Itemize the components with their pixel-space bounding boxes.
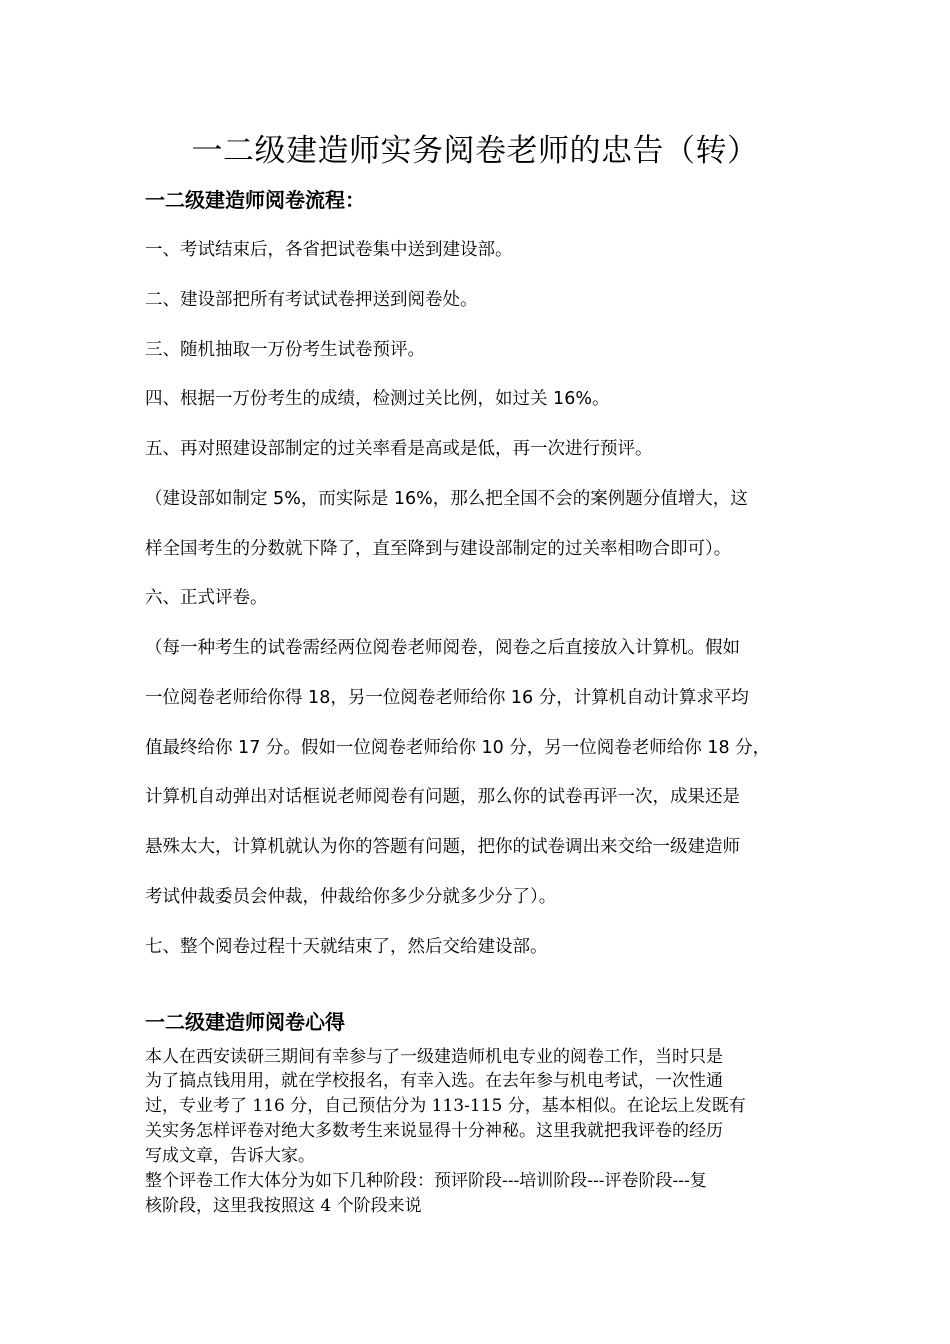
process-line: 二、建设部把所有考试试卷押送到阅卷处。 [145,290,478,310]
experience-line: 本人在西安读研三期间有幸参与了一级建造师机电专业的阅卷工作，当时只是 [145,1047,723,1067]
document-title: 一二级建造师实务阅卷老师的忠告（转） [191,133,759,169]
process-line: 三、随机抽取一万份考生试卷预评。 [145,340,425,360]
process-line: 计算机自动弹出对话框说老师阅卷有问题，那么你的试卷再评一次，成果还是 [145,787,740,807]
process-line: 样全国考生的分数就下降了，直至降到与建设部制定的过关率相吻合即可）。 [145,539,732,559]
section-heading-review-process: 一二级建造师阅卷流程： [145,188,365,212]
process-line: 悬殊太大，计算机就认为你的答题有问题，把你的试卷调出来交给一级建造师 [145,837,740,857]
process-line: 一、考试结束后，各省把试卷集中送到建设部。 [145,240,513,260]
process-line: 一位阅卷老师给你得 18，另一位阅卷老师给你 16 分，计算机自动计算求平均 [145,688,749,708]
process-line: 考试仲裁委员会仲裁，仲裁给你多少分就多少分了）。 [145,887,557,907]
section-heading-review-experience: 一二级建造师阅卷心得 [145,1010,345,1034]
experience-line: 整个评卷工作大体分为如下几种阶段：预评阶段---培训阶段---评卷阶段---复 [145,1171,707,1191]
process-line: （每一种考生的试卷需经两位阅卷老师阅卷，阅卷之后直接放入计算机。假如 [145,638,740,658]
experience-line: 过，专业考了 116 分，自己预估分为 113-115 分，基本相似。在论坛上发既有 [145,1096,746,1116]
process-line: 值最终给你 17 分。假如一位阅卷老师给你 10 分，另一位阅卷老师给你 18 分， [145,738,771,758]
process-line: 六、正式评卷。 [145,588,268,608]
experience-line: 为了搞点钱用用，就在学校报名，有幸入选。在去年参与机电考试，一次性通 [145,1071,723,1091]
process-line: 四、根据一万份考生的成绩，检测过关比例，如过关 16%。 [145,389,610,409]
experience-line: 写成文章，告诉大家。 [145,1146,315,1166]
process-line: （建设部如制定 5%，而实际是 16%，那么把全国不会的案例题分值增大，这 [145,489,748,509]
process-line: 五、再对照建设部制定的过关率看是高或是低，再一次进行预评。 [145,439,653,459]
process-line: 七、整个阅卷过程十天就结束了，然后交给建设部。 [145,937,548,957]
experience-line: 核阶段，这里我按照这 4 个阶段来说 [145,1196,422,1216]
experience-line: 关实务怎样评卷对绝大多数考生来说显得十分神秘。这里我就把我评卷的经历 [145,1121,723,1141]
